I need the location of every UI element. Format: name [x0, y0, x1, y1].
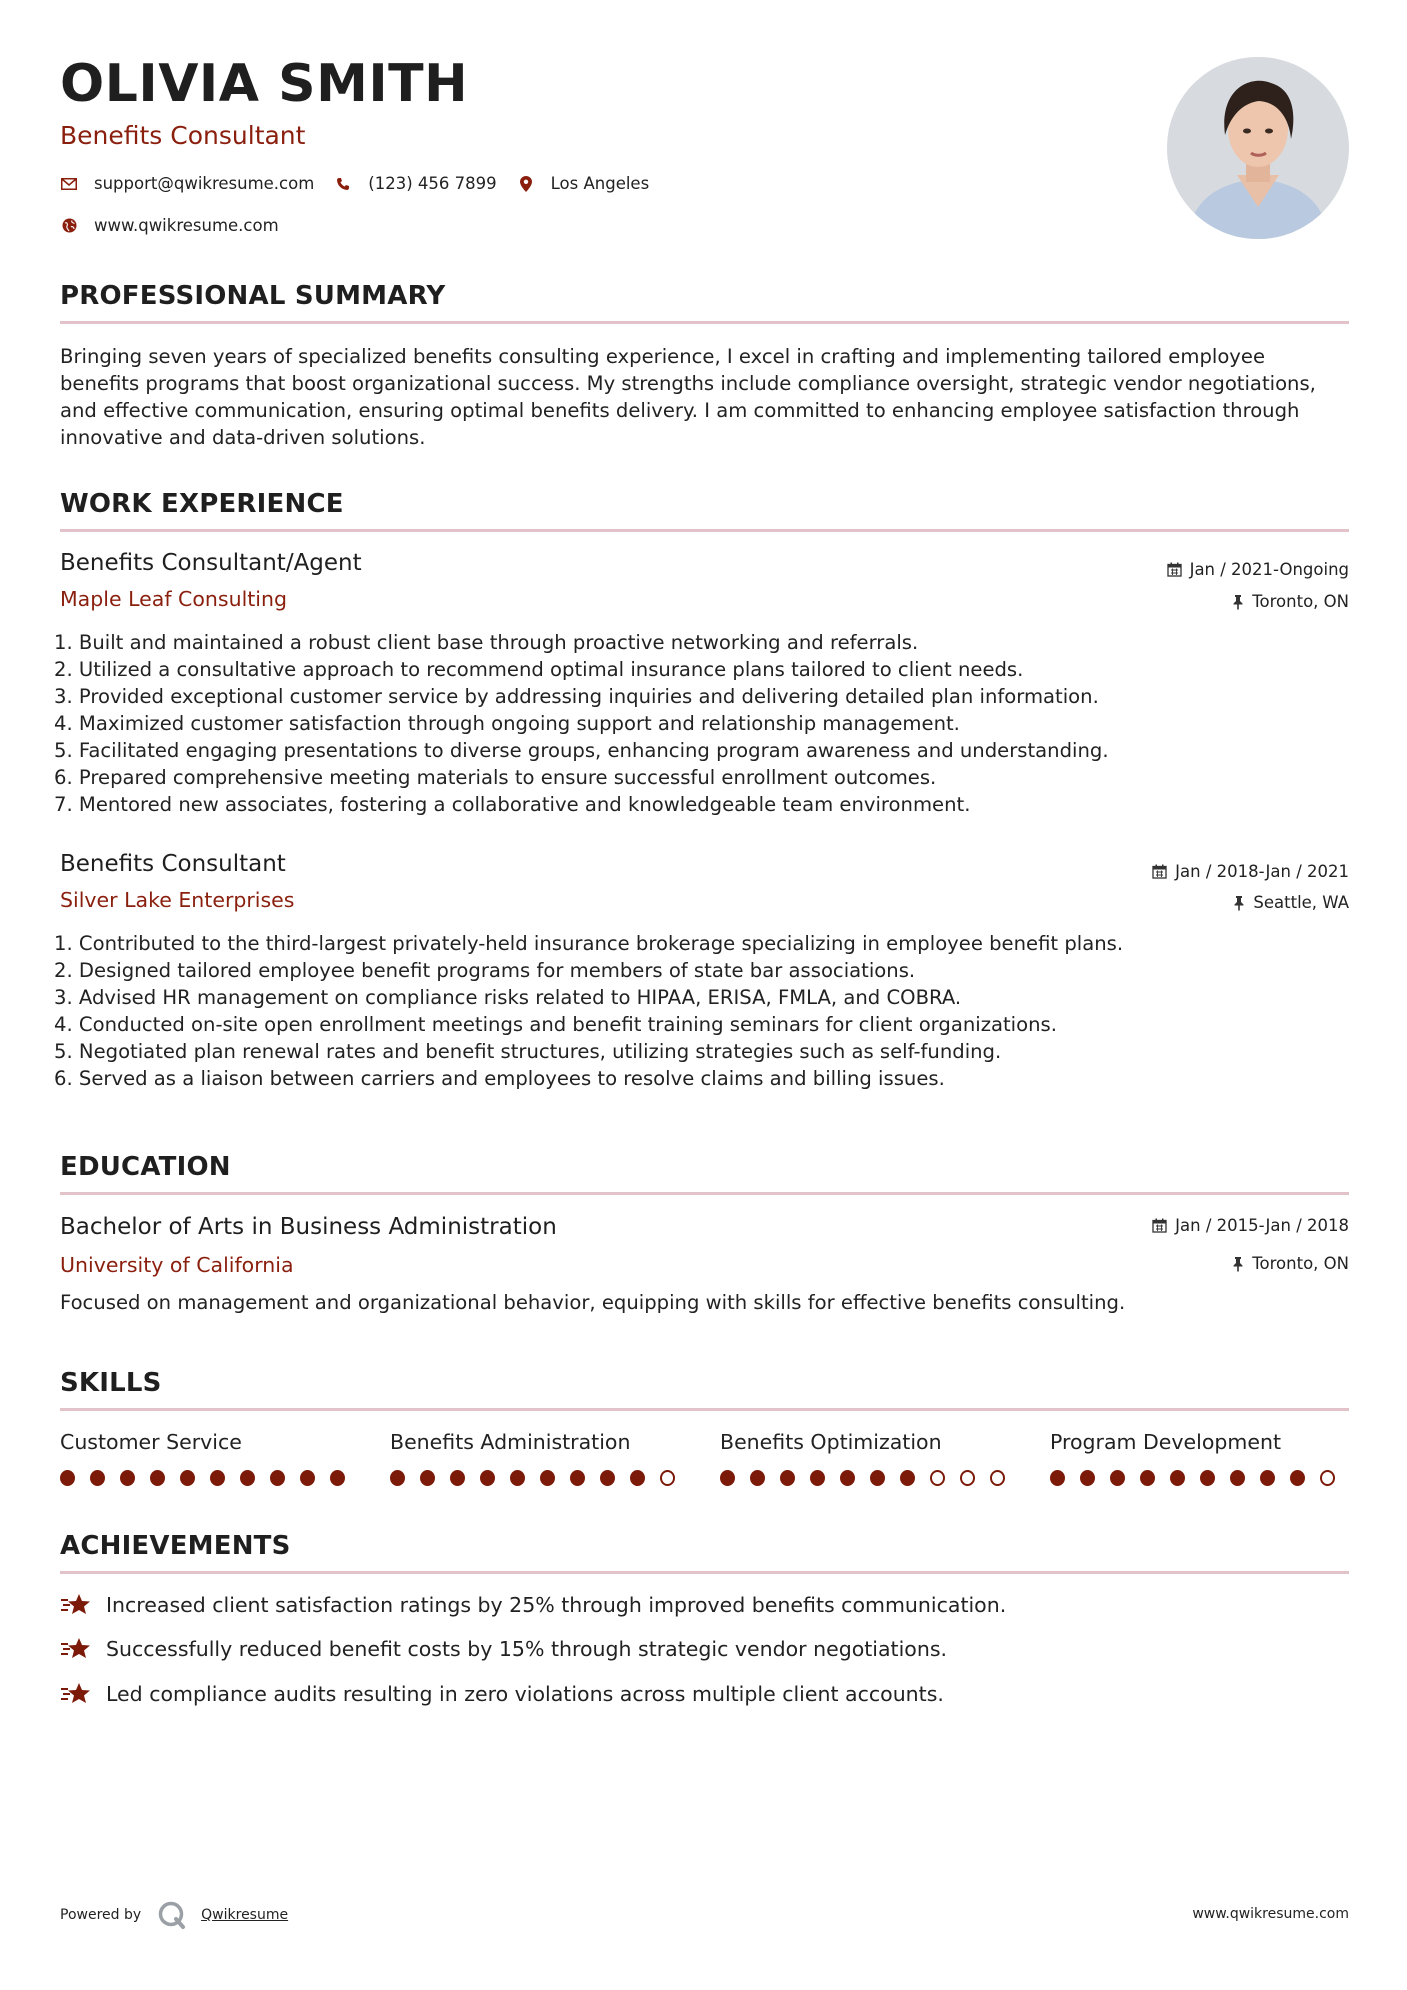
skill-name: Customer Service	[60, 1430, 242, 1454]
candidate-name: OLIVIA SMITH	[60, 54, 469, 114]
rating-dot-filled	[330, 1470, 345, 1486]
rating-dot-filled	[630, 1470, 645, 1486]
education-location-text: Toronto, ON	[1252, 1254, 1349, 1273]
rating-dot-empty	[960, 1470, 975, 1486]
location-text: Los Angeles	[550, 174, 650, 193]
summary-text: Bringing seven years of specialized benefits consulting experience, I excel in crafting and implementing tailored employee benefits programs that boost organizational success. My strengths include compliance oversight, strategic vendor negotiations, and effective communication, ensuring optimal benefits delivery. I am committed to enhancing employee satisfaction through innovative and data-driven solutions.	[60, 345, 1316, 449]
education-heading: EDUCATION	[60, 1152, 231, 1182]
rating-dot-filled	[720, 1470, 735, 1486]
envelope-icon	[60, 175, 78, 193]
list-item: 6. Prepared comprehensive meeting materials to ensure successful enrollment outcomes.	[54, 766, 937, 789]
rating-dot-filled	[1290, 1470, 1305, 1486]
rating-dot-filled	[1260, 1470, 1275, 1486]
rating-dot-empty	[660, 1470, 675, 1486]
school-name: University of California	[60, 1253, 294, 1277]
list-item: 5. Facilitated engaging presentations to diverse groups, enhancing program awareness and understanding.	[54, 739, 1109, 762]
contact-row-primary	[60, 174, 669, 193]
pushpin-icon	[1232, 1256, 1244, 1272]
globe-icon	[60, 217, 78, 235]
skill-item	[1050, 1430, 1350, 1486]
email-link[interactable]: support@qwikresume.com	[94, 174, 315, 193]
education-description: Focused on management and organizational behavior, equipping with skills for effective benefits consulting.	[60, 1291, 1126, 1314]
section-divider	[60, 1571, 1349, 1574]
rating-dot-filled	[1230, 1470, 1245, 1486]
rating-dot-filled	[1140, 1470, 1155, 1486]
skill-rating	[390, 1470, 690, 1486]
education-location	[1232, 1254, 1349, 1273]
calendar-icon	[1167, 562, 1182, 577]
rating-dot-filled	[810, 1470, 825, 1486]
list-item: 4. Conducted on-site open enrollment meetings and benefit training seminars for client organizations.	[54, 1013, 1057, 1036]
list-item: 6. Served as a liaison between carriers and employees to resolve claims and billing issues.	[54, 1067, 945, 1090]
rating-dot-filled	[300, 1470, 315, 1486]
achievement-item	[60, 1635, 947, 1663]
rating-dot-filled	[420, 1470, 435, 1486]
job-dates-text: Jan / 2018-Jan / 2021	[1175, 862, 1349, 881]
job-location	[1233, 893, 1349, 912]
footer-website[interactable]: www.qwikresume.com	[1192, 1906, 1349, 1922]
rating-dot-filled	[270, 1470, 285, 1486]
rating-dot-filled	[240, 1470, 255, 1486]
phone-number: (123) 456 7899	[368, 174, 497, 193]
education-dates-text: Jan / 2015-Jan / 2018	[1175, 1216, 1349, 1235]
skill-name: Benefits Optimization	[720, 1430, 942, 1454]
achievement-text: Increased client satisfaction ratings by 25% through improved benefits communication.	[106, 1593, 1007, 1617]
phone-icon	[334, 175, 352, 193]
job-bullets	[54, 930, 1123, 1092]
rating-dot-filled	[840, 1470, 855, 1486]
map-pin-icon	[517, 175, 535, 193]
skill-rating	[720, 1470, 1020, 1486]
rating-dot-filled	[60, 1470, 75, 1486]
job-dates	[1167, 560, 1349, 579]
rating-dot-filled	[150, 1470, 165, 1486]
job-dates	[1152, 862, 1349, 881]
calendar-icon	[1152, 1218, 1167, 1233]
qwikresume-logo-icon	[157, 1900, 187, 1930]
list-item: 2. Utilized a consultative approach to recommend optimal insurance plans tailored to client needs.	[54, 658, 1024, 681]
job-title: Benefits Consultant/Agent	[60, 550, 362, 576]
achievements-heading: ACHIEVEMENTS	[60, 1531, 291, 1561]
education-dates	[1152, 1216, 1349, 1235]
rating-dot-filled	[1170, 1470, 1185, 1486]
section-divider	[60, 1192, 1349, 1195]
job-company: Silver Lake Enterprises	[60, 888, 295, 912]
rating-dot-filled	[780, 1470, 795, 1486]
job-location-text: Toronto, ON	[1252, 592, 1349, 611]
rating-dot-filled	[510, 1470, 525, 1486]
section-divider	[60, 321, 1349, 324]
pushpin-icon	[1232, 594, 1244, 610]
experience-heading: WORK EXPERIENCE	[60, 489, 344, 519]
job-location	[1232, 592, 1349, 611]
rating-dot-filled	[900, 1470, 915, 1486]
rating-dot-filled	[120, 1470, 135, 1486]
profile-photo	[1167, 57, 1349, 239]
contact-row-secondary	[60, 216, 299, 235]
website-link[interactable]: www.qwikresume.com	[94, 216, 279, 235]
skill-rating	[60, 1470, 360, 1486]
job-location-text: Seattle, WA	[1253, 893, 1349, 912]
powered-by-label: Powered by	[60, 1907, 142, 1923]
skill-item	[390, 1430, 690, 1486]
pushpin-icon	[1233, 895, 1245, 911]
list-item: 2. Designed tailored employee benefit programs for members of state bar associations.	[54, 959, 916, 982]
rating-dot-filled	[570, 1470, 585, 1486]
rating-dot-filled	[210, 1470, 225, 1486]
list-item: 5. Negotiated plan renewal rates and benefit structures, utilizing strategies such as self-funding.	[54, 1040, 1002, 1063]
section-divider	[60, 1408, 1349, 1411]
job-title: Benefits Consultant	[60, 851, 286, 877]
achievement-item	[60, 1680, 944, 1708]
list-item: 1. Contributed to the third-largest privately-held insurance brokerage specializing in employee benefit plans.	[54, 932, 1124, 955]
rating-dot-filled	[480, 1470, 495, 1486]
rating-dot-empty	[1320, 1470, 1335, 1486]
star-icon	[60, 1635, 94, 1663]
rating-dot-filled	[600, 1470, 615, 1486]
section-divider	[60, 529, 1349, 532]
skill-item	[720, 1430, 1020, 1486]
rating-dot-filled	[390, 1470, 405, 1486]
list-item: 3. Provided exceptional customer service by addressing inquiries and delivering detailed plan information.	[54, 685, 1099, 708]
job-bullets	[54, 629, 1109, 818]
job-dates-text: Jan / 2021-Ongoing	[1189, 560, 1349, 579]
rating-dot-filled	[750, 1470, 765, 1486]
footer-powered-by	[60, 1900, 288, 1930]
qwikresume-link[interactable]: Qwikresume	[201, 1907, 289, 1923]
summary-heading: PROFESSIONAL SUMMARY	[60, 281, 446, 311]
rating-dot-filled	[1200, 1470, 1215, 1486]
achievement-text: Led compliance audits resulting in zero violations across multiple client accounts.	[106, 1682, 944, 1706]
job-company: Maple Leaf Consulting	[60, 587, 288, 611]
candidate-title: Benefits Consultant	[60, 121, 306, 150]
star-icon	[60, 1680, 94, 1708]
rating-dot-filled	[1110, 1470, 1125, 1486]
rating-dot-filled	[450, 1470, 465, 1486]
rating-dot-filled	[1080, 1470, 1095, 1486]
calendar-icon	[1152, 864, 1167, 879]
degree-title: Bachelor of Arts in Business Administration	[60, 1214, 557, 1240]
rating-dot-filled	[180, 1470, 195, 1486]
rating-dot-filled	[90, 1470, 105, 1486]
rating-dot-filled	[540, 1470, 555, 1486]
skill-name: Benefits Administration	[390, 1430, 631, 1454]
list-item: 1. Built and maintained a robust client base through proactive networking and referrals.	[54, 631, 919, 654]
achievement-text: Successfully reduced benefit costs by 15% through strategic vendor negotiations.	[106, 1637, 948, 1661]
rating-dot-empty	[930, 1470, 945, 1486]
list-item: 3. Advised HR management on compliance risks related to HIPAA, ERISA, FMLA, and COBRA.	[54, 986, 962, 1009]
achievement-item	[60, 1591, 1006, 1619]
rating-dot-filled	[870, 1470, 885, 1486]
skill-rating	[1050, 1470, 1350, 1486]
rating-dot-filled	[1050, 1470, 1065, 1486]
list-item: 4. Maximized customer satisfaction through ongoing support and relationship management.	[54, 712, 960, 735]
skills-heading: SKILLS	[60, 1368, 162, 1398]
list-item: 7. Mentored new associates, fostering a collaborative and knowledgeable team environment.	[54, 793, 971, 816]
star-icon	[60, 1591, 94, 1619]
skill-name: Program Development	[1050, 1430, 1282, 1454]
skill-item	[60, 1430, 360, 1486]
rating-dot-empty	[990, 1470, 1005, 1486]
